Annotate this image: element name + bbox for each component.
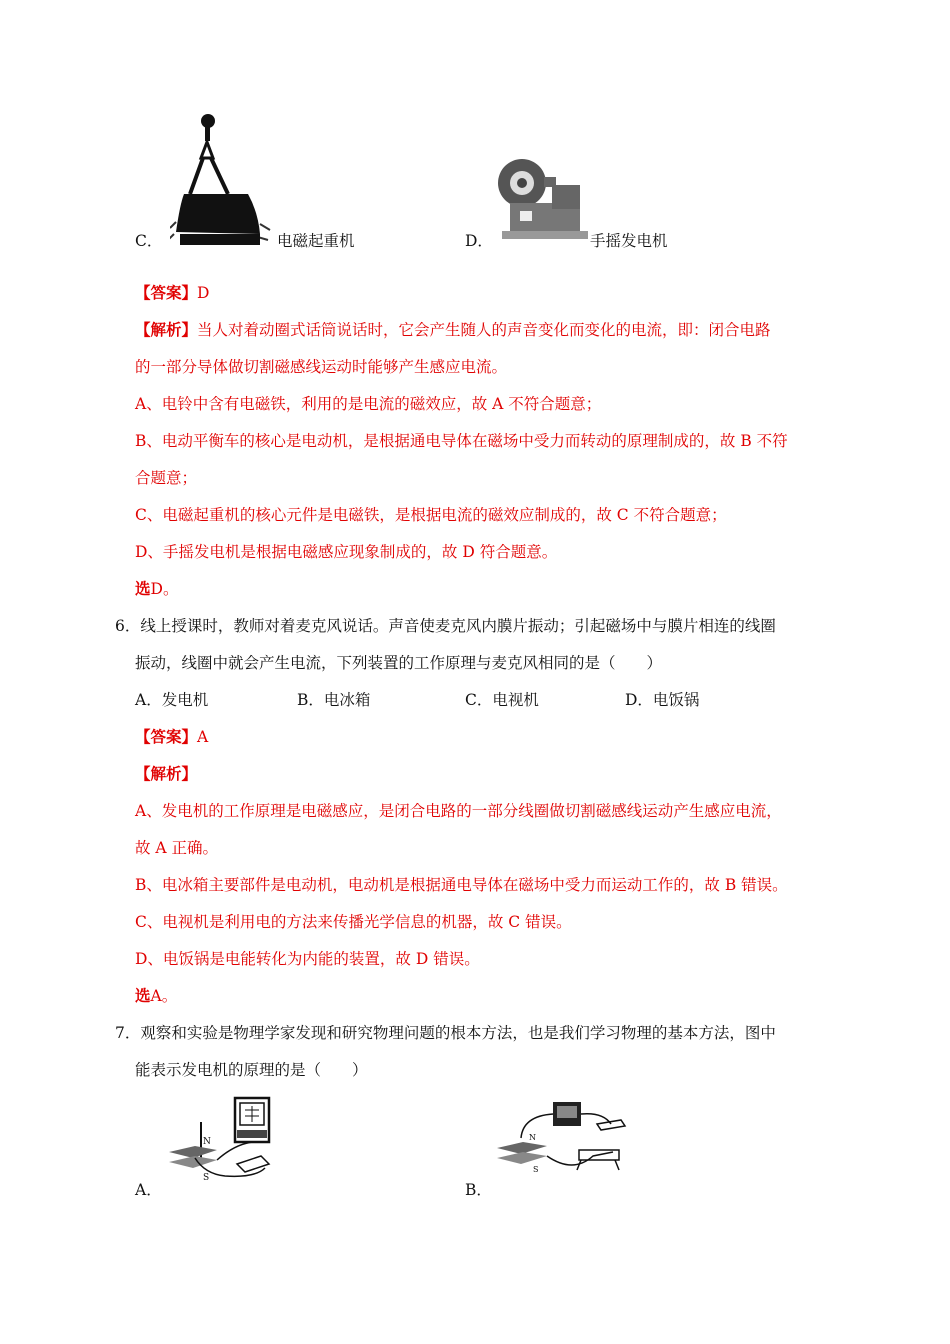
q6-select [135, 984, 177, 1006]
q6-option-c: C．电视机 [465, 691, 539, 709]
select-tag: 选 [135, 986, 151, 1005]
q5-analysis-c: C、电磁起重机的核心元件是电磁铁，是根据电流的磁效应制成的，故 C 不符合题意； [135, 506, 727, 524]
answer-tag: 【答案】 [135, 727, 198, 746]
q5-option-d-letter: D． [465, 232, 493, 250]
hand-crank-generator-image [492, 155, 592, 245]
answer-tag: 【答案】 [135, 283, 198, 302]
magnet-s-label: S [203, 1173, 210, 1183]
electromagnetic-crane-image [170, 112, 280, 247]
q6-analysis-a-line-1: A、发电机的工作原理是电磁感应，是闭合电路的一部分线圈做切割磁感线运动产生感应电流， [135, 802, 782, 820]
select-value: D。 [150, 580, 179, 598]
q7-option-a-letter: A． [135, 1181, 162, 1199]
q5-option-c-letter: C． [135, 232, 163, 250]
motor-circuit-image [493, 1094, 633, 1184]
magnet-n-label: N [529, 1133, 536, 1142]
q5-analysis-b-line-1: B、电动平衡车的核心是电动机，是根据通电导体在磁场中受力而转动的原理制成的，故 B 不符 [135, 432, 788, 450]
q6-option-b: B．电冰箱 [297, 691, 371, 709]
q6-analysis-c: C、电视机是利用电的方法来传播光学信息的机器，故 C 错误。 [135, 913, 572, 931]
select-tag: 选 [135, 579, 151, 598]
q5-select [135, 577, 178, 599]
question-number: 7． [115, 1024, 141, 1042]
analysis-text: 当人对着动圈式话筒说话时，它会产生随人的声音变化而变化的电流，即：闭合电路 [197, 321, 771, 339]
magnet-n-label: N [203, 1137, 211, 1147]
q7-stem-line-1 [115, 1021, 776, 1043]
analysis-tag: 【解析】 [135, 320, 198, 339]
q5-analysis-a: A、电铃中含有电磁铁，利用的是电流的磁效应，故 A 不符合题意； [135, 395, 602, 413]
q5-option-d-label: 手摇发电机 [590, 232, 668, 250]
q6-analysis-tag: 【解析】 [135, 764, 198, 783]
question-stem: 线上授课时，教师对着麦克风说话。声音使麦克风内膜片振动；引起磁场中与膜片相连的线圈 [140, 617, 776, 635]
q6-analysis-b: B、电冰箱主要部件是电动机，电动机是根据通电导体在磁场中受力而运动工作的，故 B 错误。 [135, 876, 788, 894]
q5-analysis-b-line-2: 合题意； [135, 469, 198, 487]
q5-answer [135, 281, 209, 303]
galvanometer-circuit-image [165, 1094, 285, 1190]
answer-value: A [197, 728, 209, 746]
q6-stem-line-2: 振动，线圈中就会产生电流，下列装置的工作原理与麦克风相同的是（ ） [135, 654, 663, 672]
q5-analysis-d: D、手摇发电机是根据电磁感应现象制成的，故 D 符合题意。 [135, 543, 558, 561]
q7-option-b-letter: B． [465, 1181, 492, 1199]
q6-option-a: A．发电机 [135, 691, 209, 709]
q6-option-d: D．电饭锅 [625, 691, 700, 709]
q7-stem-line-2: 能表示发电机的原理的是（ ） [135, 1061, 368, 1079]
answer-value: D [197, 284, 210, 302]
q6-analysis-d: D、电饭锅是电能转化为内能的装置，故 D 错误。 [135, 950, 480, 968]
q5-analysis-line-2: 的一部分导体做切割磁感线运动时能够产生感应电流。 [135, 358, 508, 376]
question-stem: 观察和实验是物理学家发现和研究物理问题的根本方法，也是我们学习物理的基本方法，图中 [140, 1024, 776, 1042]
q6-stem-line-1 [115, 614, 776, 636]
q6-analysis-a-line-2: 故 A 正确。 [135, 839, 219, 857]
question-number: 6． [115, 617, 141, 635]
q6-answer [135, 725, 208, 747]
q5-analysis-line-1 [135, 318, 771, 340]
select-value: A。 [150, 987, 178, 1005]
magnet-s-label: S [533, 1165, 539, 1174]
q5-option-c-label: 电磁起重机 [277, 232, 355, 250]
